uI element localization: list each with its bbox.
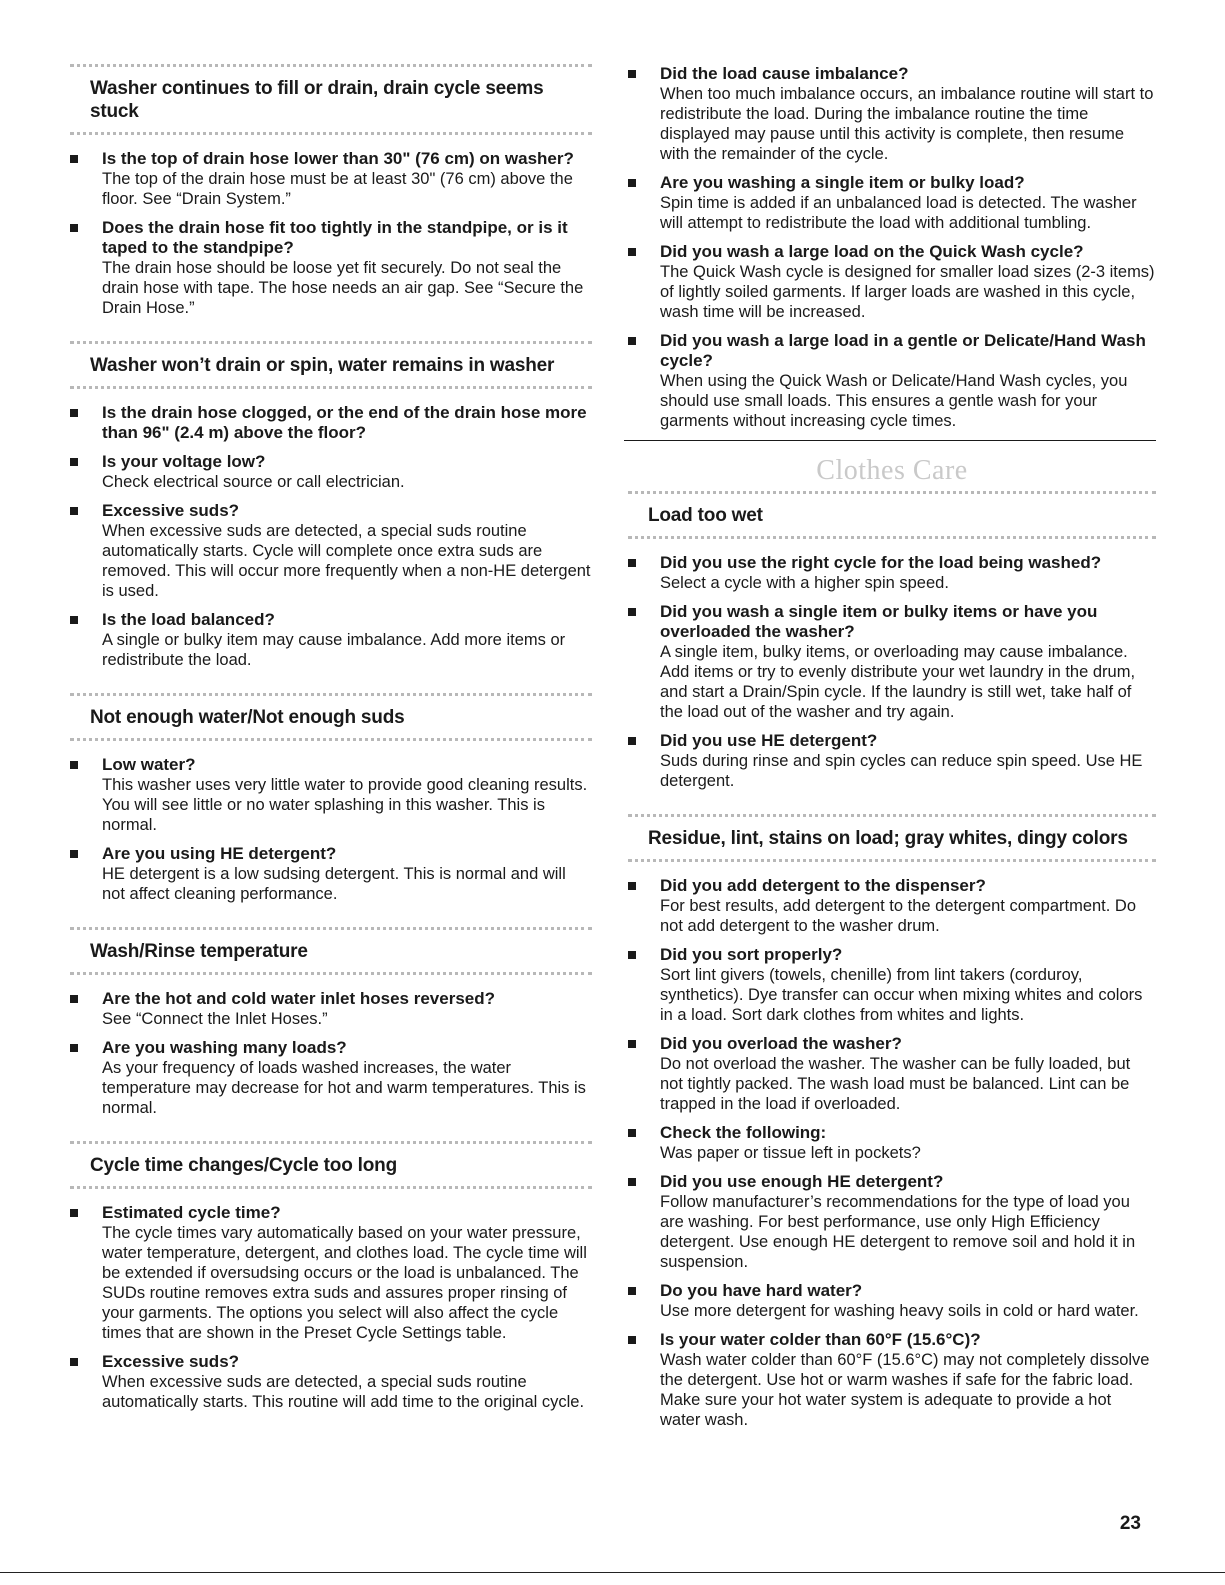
- question-text: Are you using HE detergent?: [102, 844, 337, 863]
- square-bullet-icon: [628, 1178, 636, 1186]
- list-item: [628, 1123, 1156, 1163]
- list-item: [628, 1034, 1156, 1114]
- answer-text: As your frequency of loads washed increases, the water temperature may decrease for hot and warm temperatures. This is normal.: [102, 1059, 586, 1117]
- spacer: [628, 800, 1156, 814]
- square-bullet-icon: [70, 458, 78, 466]
- question-text: Did you use the right cycle for the load being washed?: [660, 553, 1102, 572]
- section-title: Not enough water/Not enough suds: [90, 707, 405, 728]
- list-item: [70, 844, 592, 904]
- list-item: [70, 452, 592, 492]
- answer-text: The Quick Wash cycle is designed for smaller load sizes (2-3 items) of lightly soiled garments. If larger loads are washed in this cycle, wash time will be increased.: [660, 263, 1155, 321]
- list-item: [70, 1038, 592, 1118]
- question-text: Estimated cycle time?: [102, 1203, 281, 1222]
- list-item: [70, 501, 592, 601]
- list-item: [628, 173, 1156, 233]
- list-item: [628, 1172, 1156, 1272]
- answer-text: For best results, add detergent to the detergent compartment. Do not add detergent to the washer drum.: [660, 897, 1137, 935]
- troubleshooting-section: [628, 64, 1156, 431]
- left-column: [70, 64, 592, 1421]
- list-item: [628, 553, 1156, 593]
- square-bullet-icon: [70, 507, 78, 515]
- answer-text: The drain hose should be loose yet fit securely. Do not seal the drain hose with tape. The hose needs an air gap. See “Secure the Drain Hose.”: [102, 259, 584, 317]
- section-header: [70, 341, 592, 389]
- section-title: Cycle time changes/Cycle too long: [90, 1155, 397, 1176]
- question-text: Do you have hard water?: [660, 1281, 863, 1300]
- list-item: [628, 876, 1156, 936]
- question-text: Does the drain hose fit too tightly in the standpipe, or is it taped to the standpipe?: [102, 218, 568, 257]
- spacer: [70, 327, 592, 341]
- clothes-care-heading: Clothes Care: [816, 455, 968, 486]
- troubleshooting-section: [628, 491, 1156, 791]
- list-item: [628, 1330, 1156, 1430]
- question-text: Did you use enough HE detergent?: [660, 1172, 944, 1191]
- question-text: Is your voltage low?: [102, 452, 266, 471]
- question-text: Did the load cause imbalance?: [660, 64, 909, 83]
- answer-text: Follow manufacturer’s recommendations for the type of load you are washing. For best performance, use only High Efficiency detergent. Use enough HE detergent to remove soil and hold it in suspension.: [660, 1193, 1136, 1271]
- troubleshooting-section: [70, 693, 592, 904]
- square-bullet-icon: [70, 850, 78, 858]
- square-bullet-icon: [70, 995, 78, 1003]
- square-bullet-icon: [628, 1129, 636, 1137]
- answer-text: Was paper or tissue left in pockets?: [660, 1144, 921, 1162]
- question-text: Low water?: [102, 755, 196, 774]
- question-text: Is your water colder than 60°F (15.6°C)?: [660, 1330, 981, 1349]
- list-item: [628, 64, 1156, 164]
- answer-text: See “Connect the Inlet Hoses.”: [102, 1010, 328, 1028]
- section-header: [628, 491, 1156, 539]
- square-bullet-icon: [70, 616, 78, 624]
- question-text: Are you washing a single item or bulky load?: [660, 173, 1025, 192]
- troubleshooting-section: [70, 64, 592, 318]
- square-bullet-icon: [628, 951, 636, 959]
- section-header: [70, 927, 592, 975]
- section-header: [70, 693, 592, 741]
- troubleshooting-section: [70, 341, 592, 670]
- answer-text: When too much imbalance occurs, an imbalance routine will start to redistribute the load. During the imbalance routine the time displayed may pause until this activity is complete, then resume with the remainder of the cycle.: [660, 85, 1154, 163]
- question-text: Excessive suds?: [102, 1352, 240, 1371]
- section-header: [628, 814, 1156, 862]
- section-header: [70, 64, 592, 135]
- list-item: [628, 331, 1156, 431]
- answer-text: This washer uses very little water to provide good cleaning results. You will see little or no water splashing in this washer. This is normal.: [102, 776, 588, 834]
- square-bullet-icon: [628, 1336, 636, 1344]
- answer-text: When excessive suds are detected, a special suds routine automatically starts. This routine will add time to the original cycle.: [102, 1373, 585, 1411]
- list-item: [628, 602, 1156, 722]
- answer-text: The top of the drain hose must be at least 30" (76 cm) above the floor. See “Drain System.”: [102, 170, 573, 208]
- answer-text: Check electrical source or call electrician.: [102, 473, 405, 491]
- spacer: [70, 679, 592, 693]
- answer-text: Sort lint givers (towels, chenille) from lint takers (corduroy, synthetics). Dye transfer can occur when mixing whites and colors in a load. Sort dark clothes from whites and lights.: [660, 966, 1143, 1024]
- square-bullet-icon: [70, 224, 78, 232]
- list-item: [628, 242, 1156, 322]
- list-item: [70, 403, 592, 443]
- square-bullet-icon: [70, 1358, 78, 1366]
- square-bullet-icon: [70, 155, 78, 163]
- list-item: [70, 989, 592, 1029]
- square-bullet-icon: [70, 761, 78, 769]
- list-item: [70, 218, 592, 318]
- right-column: [628, 64, 1156, 1439]
- question-text: Did you wash a single item or bulky items or have you overloaded the washer?: [660, 602, 1098, 641]
- list-item: [70, 1203, 592, 1343]
- question-text: Is the load balanced?: [102, 610, 275, 629]
- section-title: Wash/Rinse temperature: [90, 941, 308, 962]
- spacer: [70, 1127, 592, 1141]
- list-item: [70, 755, 592, 835]
- square-bullet-icon: [70, 1044, 78, 1052]
- question-text: Did you sort properly?: [660, 945, 843, 964]
- answer-text: Suds during rinse and spin cycles can reduce spin speed. Use HE detergent.: [660, 752, 1143, 790]
- question-text: Are the hot and cold water inlet hoses reversed?: [102, 989, 495, 1008]
- answer-text: A single item, bulky items, or overloading may cause imbalance. Add items or try to evenly distribute your wet laundry in the drum, and start a Drain/Spin cycle. If the laundry is still wet, take half of the load out of the washer and try again.: [660, 643, 1136, 721]
- square-bullet-icon: [628, 248, 636, 256]
- troubleshooting-section: [628, 814, 1156, 1430]
- question-text: Did you overload the washer?: [660, 1034, 902, 1053]
- list-item: [628, 945, 1156, 1025]
- question-text: Did you add detergent to the dispenser?: [660, 876, 986, 895]
- section-title: Residue, lint, stains on load; gray whites, dingy colors: [648, 828, 1128, 849]
- spacer: [70, 913, 592, 927]
- square-bullet-icon: [628, 608, 636, 616]
- list-item: [628, 731, 1156, 791]
- list-item: [70, 610, 592, 670]
- square-bullet-icon: [628, 70, 636, 78]
- question-text: Is the top of drain hose lower than 30" (76 cm) on washer?: [102, 149, 574, 168]
- answer-text: The cycle times vary automatically based on your water pressure, water temperature, detergent, and clothes load. The cycle time will be extended if oversudsing occurs or the load is unbalanced. The SUDs routine removes extra suds and assures proper rinsing of your garments. The options you select will also affect the cycle times that are shown in the Preset Cycle Settings table.: [102, 1224, 587, 1342]
- question-text: Did you wash a large load on the Quick Wash cycle?: [660, 242, 1084, 261]
- square-bullet-icon: [628, 337, 636, 345]
- question-text: Check the following:: [660, 1123, 827, 1142]
- square-bullet-icon: [628, 1287, 636, 1295]
- square-bullet-icon: [70, 409, 78, 417]
- answer-text: Do not overload the washer. The washer can be fully loaded, but not tightly packed. The wash load must be balanced. Lint can be trapped in the load if overloaded.: [660, 1055, 1131, 1113]
- question-text: Is the drain hose clogged, or the end of the drain hose more than 96" (2.4 m) above the floor?: [102, 403, 587, 442]
- answer-text: HE detergent is a low sudsing detergent. This is normal and will not affect cleaning performance.: [102, 865, 566, 903]
- section-divider: [624, 440, 1156, 441]
- square-bullet-icon: [628, 737, 636, 745]
- square-bullet-icon: [70, 1209, 78, 1217]
- troubleshooting-section: [70, 927, 592, 1118]
- question-text: Did you wash a large load in a gentle or Delicate/Hand Wash cycle?: [660, 331, 1146, 370]
- list-item: [628, 1281, 1156, 1321]
- section-title: Washer continues to fill or drain, drain cycle seems stuck: [90, 78, 544, 122]
- question-text: Are you washing many loads?: [102, 1038, 347, 1057]
- question-text: Excessive suds?: [102, 501, 240, 520]
- list-item: [70, 1352, 592, 1412]
- footer-rule: [0, 1572, 1225, 1573]
- answer-text: When using the Quick Wash or Delicate/Hand Wash cycles, you should use small loads. This ensures a gentle wash for your garments without increasing cycle times.: [660, 372, 1128, 430]
- square-bullet-icon: [628, 1040, 636, 1048]
- section-header: [70, 1141, 592, 1189]
- page-number: 23: [1119, 1513, 1141, 1534]
- answer-text: Wash water colder than 60°F (15.6°C) may not completely dissolve the detergent. Use hot or warm washes if safe for the fabric load. Make sure your hot water system is adequate to provide a hot water wash.: [660, 1351, 1150, 1429]
- answer-text: Select a cycle with a higher spin speed.: [660, 574, 949, 592]
- question-text: Did you use HE detergent?: [660, 731, 878, 750]
- answer-text: Spin time is added if an unbalanced load is detected. The washer will attempt to redistribute the load with additional tumbling.: [660, 194, 1137, 232]
- section-title: Load too wet: [648, 505, 763, 526]
- square-bullet-icon: [628, 882, 636, 890]
- list-item: [70, 149, 592, 209]
- answer-text: When excessive suds are detected, a special suds routine automatically starts. Cycle will complete once extra suds are removed. This will occur more frequently when a non-HE detergent is used.: [102, 522, 591, 600]
- square-bullet-icon: [628, 179, 636, 187]
- troubleshooting-section: [70, 1141, 592, 1412]
- answer-text: Use more detergent for washing heavy soils in cold or hard water.: [660, 1302, 1139, 1320]
- section-title: Washer won’t drain or spin, water remains in washer: [90, 355, 555, 376]
- square-bullet-icon: [628, 559, 636, 567]
- answer-text: A single or bulky item may cause imbalance. Add more items or redistribute the load.: [102, 631, 566, 669]
